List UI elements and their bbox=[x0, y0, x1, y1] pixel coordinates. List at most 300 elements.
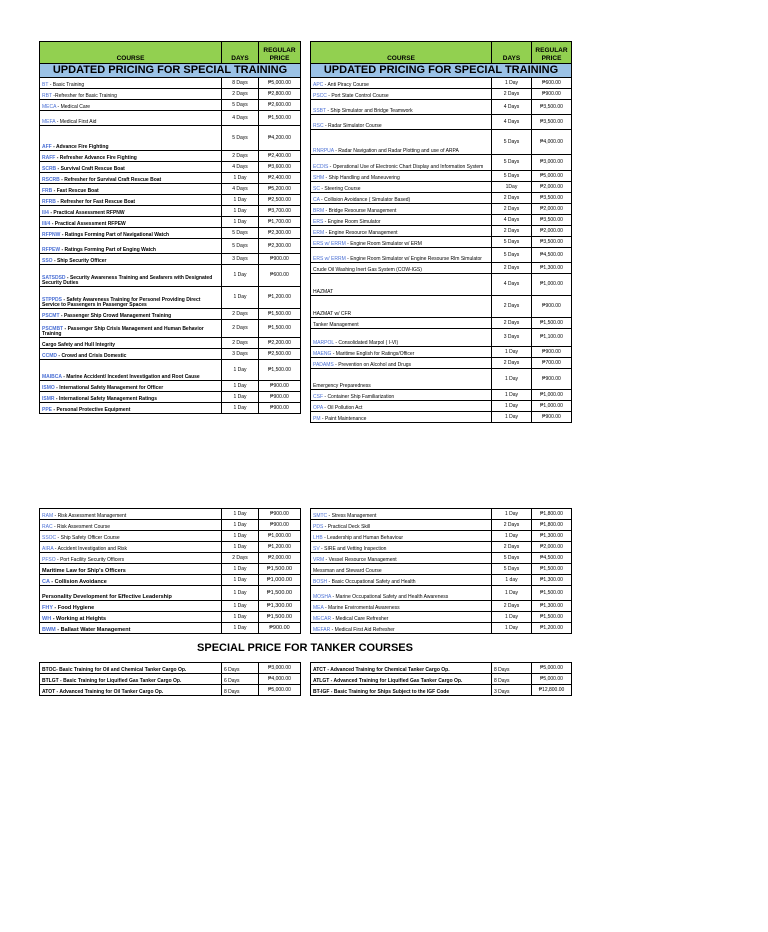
course-name: - Ship Safety Officer Course bbox=[56, 535, 120, 541]
days-cell: 1 Day bbox=[492, 509, 532, 520]
course-name: - Risk Assesment Course bbox=[52, 524, 111, 530]
days-cell: 8 Days bbox=[222, 685, 259, 696]
course-cell bbox=[40, 564, 222, 575]
price-cell: ₱1,500.00 bbox=[532, 318, 572, 329]
table-row bbox=[40, 623, 301, 634]
price-cell: ₱5,000.00 bbox=[532, 663, 572, 674]
course-name: - Engine Room Simulator w/ ERM bbox=[345, 241, 422, 247]
days-cell: 1 Day bbox=[492, 531, 532, 542]
price-cell: ₱1,800.00 bbox=[532, 520, 572, 531]
course-name: - Prevention on Alcohol and Drugs bbox=[333, 362, 412, 368]
price-cell: ₱12,800.00 bbox=[532, 685, 572, 696]
days-cell: 1Day bbox=[492, 182, 532, 193]
course-cell bbox=[311, 193, 492, 204]
course-name: - Medical Care Refresher bbox=[331, 616, 389, 622]
course-cell bbox=[311, 226, 492, 237]
course-cell bbox=[40, 184, 222, 195]
days-cell: 5 Days bbox=[492, 171, 532, 182]
course-cell bbox=[311, 215, 492, 226]
course-name: - Working at Heights bbox=[51, 616, 107, 622]
course-cell bbox=[311, 601, 492, 612]
course-name: - Engine Room Simulator bbox=[323, 219, 381, 225]
days-cell: 1 Day bbox=[222, 586, 259, 601]
course-code: RFPEW bbox=[42, 247, 61, 253]
days-cell: 2 Days bbox=[492, 263, 532, 274]
table-row bbox=[40, 403, 301, 414]
days-cell: 5 Days bbox=[492, 237, 532, 248]
course-code: CSF bbox=[313, 394, 323, 400]
left-title-row bbox=[40, 64, 301, 78]
course-name: - Ship Handling and Maneuvering bbox=[324, 175, 400, 181]
course-name: HAZMAT w/ CFR bbox=[313, 311, 352, 317]
days-cell: 4 Days bbox=[222, 111, 259, 126]
table-row bbox=[311, 182, 572, 193]
course-cell bbox=[311, 296, 492, 318]
course-cell bbox=[311, 78, 492, 89]
days-cell: 4 Days bbox=[492, 100, 532, 115]
course-cell bbox=[311, 623, 492, 634]
course-name: -Refresher for Basic Training bbox=[51, 93, 117, 99]
days-cell: 2 Days bbox=[492, 204, 532, 215]
course-name: Crude Oil Washing Inert Gas System (COW-IGS) bbox=[313, 267, 422, 273]
price-cell: ₱1,200.00 bbox=[259, 287, 301, 309]
course-cell bbox=[40, 685, 222, 696]
course-code: RSCRB bbox=[42, 177, 60, 183]
table-row bbox=[40, 509, 301, 520]
table-row bbox=[40, 184, 301, 195]
price-cell: ₱5,200.00 bbox=[259, 184, 301, 195]
table-row bbox=[311, 401, 572, 412]
course-name: - Refresher for Fast Rescue Boat bbox=[55, 199, 136, 205]
table-row bbox=[40, 338, 301, 349]
price-cell: ₱3,700.00 bbox=[259, 206, 301, 217]
course-name: - Basic Occupational Safety and Health bbox=[327, 579, 416, 585]
days-cell: 2 Days bbox=[492, 318, 532, 329]
days-cell: 1 Day bbox=[492, 369, 532, 390]
table-row bbox=[40, 392, 301, 403]
tanker-row bbox=[40, 674, 301, 685]
days-cell: 4 Days bbox=[492, 215, 532, 226]
days-cell: 5 Days bbox=[492, 553, 532, 564]
course-cell bbox=[311, 329, 492, 347]
left-pricing-table-2 bbox=[39, 508, 301, 634]
days-header: DAYS bbox=[222, 42, 259, 64]
price-cell: ₱5,000.00 bbox=[532, 674, 572, 685]
table-row bbox=[40, 349, 301, 360]
course-code: WH bbox=[42, 616, 52, 622]
days-cell: 5 Days bbox=[222, 228, 259, 239]
course-name: - Marine Enviromental Awareness bbox=[323, 605, 400, 611]
course-name: - International Safety Management for Officer bbox=[54, 385, 164, 391]
table-row bbox=[40, 265, 301, 287]
table-row bbox=[311, 78, 572, 89]
course-code: CA bbox=[313, 197, 320, 203]
table-row bbox=[40, 586, 301, 601]
course-cell bbox=[40, 195, 222, 206]
table-row bbox=[40, 320, 301, 338]
price-cell: ₱900.00 bbox=[532, 89, 572, 100]
price-cell: ₱600.00 bbox=[532, 78, 572, 89]
table-row bbox=[40, 89, 301, 100]
days-cell: 1 Day bbox=[222, 265, 259, 287]
table-row bbox=[311, 347, 572, 358]
table-row bbox=[311, 237, 572, 248]
price-cell: ₱900.00 bbox=[259, 254, 301, 265]
tanker-left-table bbox=[39, 662, 301, 696]
course-name: - Food Hygiene bbox=[52, 605, 95, 611]
course-code: MECA bbox=[42, 104, 57, 110]
price-header: REGULAR PRICE bbox=[532, 42, 572, 64]
course-name: BTLGT - Basic Training for Liquified Gas Tanker Cargo Op. bbox=[42, 678, 182, 684]
course-cell bbox=[40, 601, 222, 612]
course-code: PDS bbox=[313, 524, 324, 530]
course-name: Personality Development for Effective Leadership bbox=[42, 594, 172, 600]
course-code: RFPNW bbox=[42, 232, 61, 238]
section-title: UPDATED PRICING FOR SPECIAL TRAINING bbox=[311, 64, 572, 78]
days-cell: 1 Day bbox=[492, 78, 532, 89]
course-code: PSCMT bbox=[42, 313, 60, 319]
table-row bbox=[40, 217, 301, 228]
course-name: ATLGT - Advanced Training for Liquified Gas Tanker Cargo Op. bbox=[313, 678, 463, 684]
price-cell: ₱1,000.00 bbox=[532, 401, 572, 412]
course-code: FRB bbox=[42, 188, 53, 194]
course-code: II/4 bbox=[42, 210, 49, 216]
table-row bbox=[40, 254, 301, 265]
course-name: - Operational Use of Electronic Chart Display and Information System bbox=[328, 164, 484, 170]
days-cell: 5 Days bbox=[492, 130, 532, 155]
price-cell: ₱1,500.00 bbox=[259, 586, 301, 601]
price-cell: ₱1,800.00 bbox=[532, 509, 572, 520]
table-row bbox=[311, 358, 572, 369]
days-cell: 2 Days bbox=[492, 601, 532, 612]
days-cell: 2 Days bbox=[492, 542, 532, 553]
days-cell: 2 Days bbox=[222, 320, 259, 338]
price-cell: ₱1,200.00 bbox=[532, 623, 572, 634]
course-cell bbox=[40, 575, 222, 586]
table-row bbox=[311, 612, 572, 623]
course-cell bbox=[311, 89, 492, 100]
course-cell bbox=[311, 358, 492, 369]
course-cell bbox=[311, 663, 492, 674]
course-name: - Port State Control Course bbox=[326, 93, 389, 99]
course-cell bbox=[311, 553, 492, 564]
table-row bbox=[311, 274, 572, 296]
table-row bbox=[311, 226, 572, 237]
course-code: MEFA bbox=[42, 119, 56, 125]
price-cell: ₱2,400.00 bbox=[259, 151, 301, 162]
price-cell: ₱2,500.00 bbox=[259, 195, 301, 206]
course-code: APC bbox=[313, 82, 324, 88]
course-cell bbox=[40, 228, 222, 239]
course-name: - Port Facility Security Officers bbox=[55, 557, 125, 563]
course-cell bbox=[311, 412, 492, 423]
table-row bbox=[40, 531, 301, 542]
table-row bbox=[311, 115, 572, 130]
price-cell: ₱1,000.00 bbox=[259, 575, 301, 586]
price-cell: ₱1,500.00 bbox=[532, 612, 572, 623]
course-cell bbox=[311, 586, 492, 601]
course-name: - International Safety Management Ratings bbox=[54, 396, 158, 402]
course-code: BT bbox=[42, 82, 49, 88]
days-cell: 1 Day bbox=[492, 623, 532, 634]
right-header-row bbox=[311, 42, 572, 64]
table-row bbox=[311, 542, 572, 553]
course-name: HAZMAT bbox=[313, 289, 334, 295]
table-row bbox=[311, 369, 572, 390]
tanker-section-title: SPECIAL PRICE FOR TANKER COURSES bbox=[197, 642, 413, 654]
price-cell: ₱4,500.00 bbox=[532, 248, 572, 263]
table-row bbox=[40, 564, 301, 575]
course-code: MEA bbox=[313, 605, 324, 611]
days-cell: 1 Day bbox=[492, 347, 532, 358]
course-cell bbox=[40, 162, 222, 173]
days-cell: 1 Day bbox=[492, 412, 532, 423]
course-code: SV bbox=[313, 546, 320, 552]
course-code: OPA bbox=[313, 405, 323, 411]
price-cell: ₱1,300.00 bbox=[532, 531, 572, 542]
days-cell: 1 Day bbox=[222, 542, 259, 553]
price-cell: ₱5,000.00 bbox=[532, 171, 572, 182]
price-cell: ₱2,000.00 bbox=[532, 204, 572, 215]
price-cell: ₱4,000.00 bbox=[532, 130, 572, 155]
table-row bbox=[311, 586, 572, 601]
course-name: - Paint Maintenance bbox=[320, 416, 367, 422]
price-cell: ₱900.00 bbox=[259, 403, 301, 414]
course-cell bbox=[40, 520, 222, 531]
course-name: - Container Ship Familiarization bbox=[323, 394, 395, 400]
course-name: - Passenger Ship Crowd Management Training bbox=[59, 313, 172, 319]
course-code: SSOC bbox=[42, 535, 57, 541]
price-cell: ₱1,300.00 bbox=[532, 575, 572, 586]
course-code: ERS bbox=[313, 219, 324, 225]
course-cell bbox=[311, 248, 492, 263]
days-cell: 4 Days bbox=[222, 162, 259, 173]
course-cell bbox=[311, 274, 492, 296]
table-row bbox=[40, 173, 301, 184]
course-name: - Accident Investigation and Risk bbox=[53, 546, 128, 552]
days-cell: 2 Days bbox=[222, 309, 259, 320]
course-code: SATSDSD bbox=[42, 275, 66, 281]
price-cell: ₱900.00 bbox=[259, 623, 301, 634]
days-cell: 5 Days bbox=[492, 248, 532, 263]
course-cell bbox=[40, 111, 222, 126]
course-cell bbox=[311, 542, 492, 553]
course-code: STPPDS bbox=[42, 297, 63, 303]
course-code: CCMD bbox=[42, 353, 57, 359]
course-code: III/4 bbox=[42, 221, 51, 227]
course-code: PSCC bbox=[313, 93, 327, 99]
days-cell: 2 Days bbox=[222, 89, 259, 100]
table-row bbox=[40, 239, 301, 254]
table-row bbox=[311, 89, 572, 100]
days-cell: 2 Days bbox=[222, 553, 259, 564]
table-row bbox=[40, 520, 301, 531]
days-cell: 2 Days bbox=[492, 358, 532, 369]
price-cell: ₱3,000.00 bbox=[259, 663, 301, 674]
course-name: - Ship Simulator and Bridge Teamwork bbox=[325, 108, 413, 114]
price-cell: ₱2,000.00 bbox=[532, 182, 572, 193]
course-name: - Risk Assessment Management bbox=[53, 513, 127, 519]
course-name: - Ballast Water Management bbox=[55, 627, 131, 633]
course-name: ATCT - Advanced Training for Chemical Tanker Cargo Op. bbox=[313, 667, 450, 673]
course-name: - Collision Avoidance bbox=[49, 579, 107, 585]
course-code: PPE bbox=[42, 407, 53, 413]
course-cell bbox=[311, 182, 492, 193]
course-name: - Refresher for Survival Craft Rescue Boat bbox=[59, 177, 162, 183]
table-row bbox=[311, 263, 572, 274]
course-name: - Bridge Resourse Management bbox=[324, 208, 397, 214]
days-cell: 2 Days bbox=[222, 338, 259, 349]
course-code: BRM bbox=[313, 208, 325, 214]
course-name: ATOT - Advanced Training for Oil Tanker Cargo Op. bbox=[42, 689, 164, 695]
tanker-row bbox=[311, 674, 572, 685]
course-code: PFSO bbox=[42, 557, 56, 563]
days-cell: 5 Days bbox=[492, 564, 532, 575]
course-name: Tanker Management bbox=[313, 322, 359, 328]
table-row bbox=[311, 520, 572, 531]
course-cell bbox=[40, 151, 222, 162]
price-cell: ₱2,200.00 bbox=[259, 338, 301, 349]
course-name: - Basic Training bbox=[48, 82, 85, 88]
course-cell bbox=[311, 155, 492, 171]
course-code: RBT bbox=[42, 93, 52, 99]
price-cell: ₱2,500.00 bbox=[259, 349, 301, 360]
course-cell bbox=[40, 287, 222, 309]
course-cell bbox=[311, 531, 492, 542]
price-cell: ₱1,500.00 bbox=[532, 586, 572, 601]
tanker-right-table bbox=[310, 662, 572, 696]
course-cell bbox=[40, 674, 222, 685]
table-row bbox=[311, 204, 572, 215]
course-cell bbox=[40, 349, 222, 360]
price-cell: ₱1,100.00 bbox=[532, 329, 572, 347]
table-row bbox=[40, 309, 301, 320]
course-code: MOSHA bbox=[313, 594, 332, 600]
course-name: - Maritime English for Ratings/Officer bbox=[331, 351, 415, 357]
days-cell: 2 Days bbox=[492, 520, 532, 531]
right-pricing-table-2 bbox=[310, 508, 572, 634]
course-code: ECDIS bbox=[313, 164, 329, 170]
course-code: BOSH bbox=[313, 579, 328, 585]
table-row bbox=[40, 553, 301, 564]
course-cell bbox=[311, 100, 492, 115]
course-name: - Marine Occupational Safety and Health Awareness bbox=[331, 594, 449, 600]
course-cell bbox=[311, 520, 492, 531]
table-row bbox=[311, 412, 572, 423]
right-title-row bbox=[311, 64, 572, 78]
course-name: - Radar Simulator Course bbox=[323, 123, 382, 129]
days-cell: 2 Days bbox=[492, 89, 532, 100]
course-name: - Ratings Forming Part of Enging Watch bbox=[60, 247, 156, 253]
course-cell bbox=[311, 263, 492, 274]
price-cell: ₱1,500.00 bbox=[259, 564, 301, 575]
days-cell: 1 Day bbox=[222, 623, 259, 634]
right-table-2-body bbox=[311, 509, 572, 634]
tanker-right-body bbox=[311, 663, 572, 696]
course-name: - Radar Navigation and Radar Plotting and use of ARPA bbox=[333, 148, 459, 154]
course-cell bbox=[40, 612, 222, 623]
course-name: Messman and Steward Course bbox=[313, 568, 382, 574]
course-cell bbox=[40, 403, 222, 414]
course-name: - Medical Care bbox=[56, 104, 91, 110]
price-cell: ₱900.00 bbox=[259, 392, 301, 403]
price-cell: ₱3,500.00 bbox=[532, 193, 572, 204]
table-row bbox=[40, 100, 301, 111]
price-cell: ₱2,000.00 bbox=[259, 553, 301, 564]
tanker-left-body bbox=[40, 663, 301, 696]
price-cell: ₱2,300.00 bbox=[259, 228, 301, 239]
price-cell: ₱2,600.00 bbox=[259, 100, 301, 111]
days-cell: 2 Days bbox=[492, 193, 532, 204]
course-name: - Oil Pollution Act bbox=[322, 405, 363, 411]
table-row bbox=[40, 381, 301, 392]
price-cell: ₱3,500.00 bbox=[532, 215, 572, 226]
left-header-row bbox=[40, 42, 301, 64]
course-name: - Marine Accident/ Incedent Investigation and Root Cause bbox=[61, 374, 200, 380]
table-row bbox=[311, 171, 572, 182]
course-code: RSC bbox=[313, 123, 324, 129]
days-cell: 1 Day bbox=[222, 287, 259, 309]
left-table-body bbox=[40, 42, 301, 414]
price-cell: ₱900.00 bbox=[259, 520, 301, 531]
left-pricing-table bbox=[39, 41, 301, 414]
course-cell bbox=[311, 318, 492, 329]
course-cell bbox=[40, 663, 222, 674]
days-cell: 1 Day bbox=[492, 401, 532, 412]
course-name: - Advance Fire Fighting bbox=[51, 144, 109, 150]
days-cell: 1 Day bbox=[222, 601, 259, 612]
price-cell: ₱1,500.00 bbox=[532, 564, 572, 575]
days-cell: 5 Days bbox=[222, 239, 259, 254]
days-cell: 1 Day bbox=[222, 612, 259, 623]
price-cell: ₱3,500.00 bbox=[532, 237, 572, 248]
course-code: SC bbox=[313, 186, 320, 192]
course-name: - Consolidated Marpol ( I-VI) bbox=[333, 340, 399, 346]
course-code: ERS w/ ERRM bbox=[313, 256, 346, 262]
days-cell: 1 Day bbox=[222, 520, 259, 531]
course-header: COURSE bbox=[311, 42, 492, 64]
course-name: - SIRE and Vetting Inspection bbox=[319, 546, 387, 552]
days-cell: 1 day bbox=[492, 575, 532, 586]
course-cell bbox=[311, 685, 492, 696]
days-cell: 1 Day bbox=[222, 564, 259, 575]
table-row bbox=[40, 206, 301, 217]
days-cell: 1 Day bbox=[222, 403, 259, 414]
course-cell bbox=[40, 320, 222, 338]
course-cell bbox=[40, 217, 222, 228]
price-cell: ₱2,800.00 bbox=[259, 89, 301, 100]
course-name: BTOC- Basic Training for Oil and Chemical Tanker Cargo Op. bbox=[42, 667, 187, 673]
days-cell: 5 Days bbox=[222, 100, 259, 111]
course-cell bbox=[40, 265, 222, 287]
course-cell bbox=[40, 553, 222, 564]
course-name: - Security Awareness Training and Seafarers with Designated Security Duties bbox=[42, 275, 213, 286]
days-cell: 8 Days bbox=[492, 663, 532, 674]
course-cell bbox=[311, 401, 492, 412]
table-row bbox=[40, 542, 301, 553]
course-cell bbox=[311, 509, 492, 520]
course-cell bbox=[40, 100, 222, 111]
days-cell: 2 Days bbox=[492, 226, 532, 237]
price-cell: ₱900.00 bbox=[532, 296, 572, 318]
course-code: RFRB bbox=[42, 199, 56, 205]
days-cell: 1 Day bbox=[492, 390, 532, 401]
course-cell bbox=[40, 542, 222, 553]
course-cell bbox=[40, 531, 222, 542]
price-cell: ₱900.00 bbox=[259, 509, 301, 520]
course-code: PADAMS bbox=[313, 362, 334, 368]
course-cell bbox=[311, 564, 492, 575]
